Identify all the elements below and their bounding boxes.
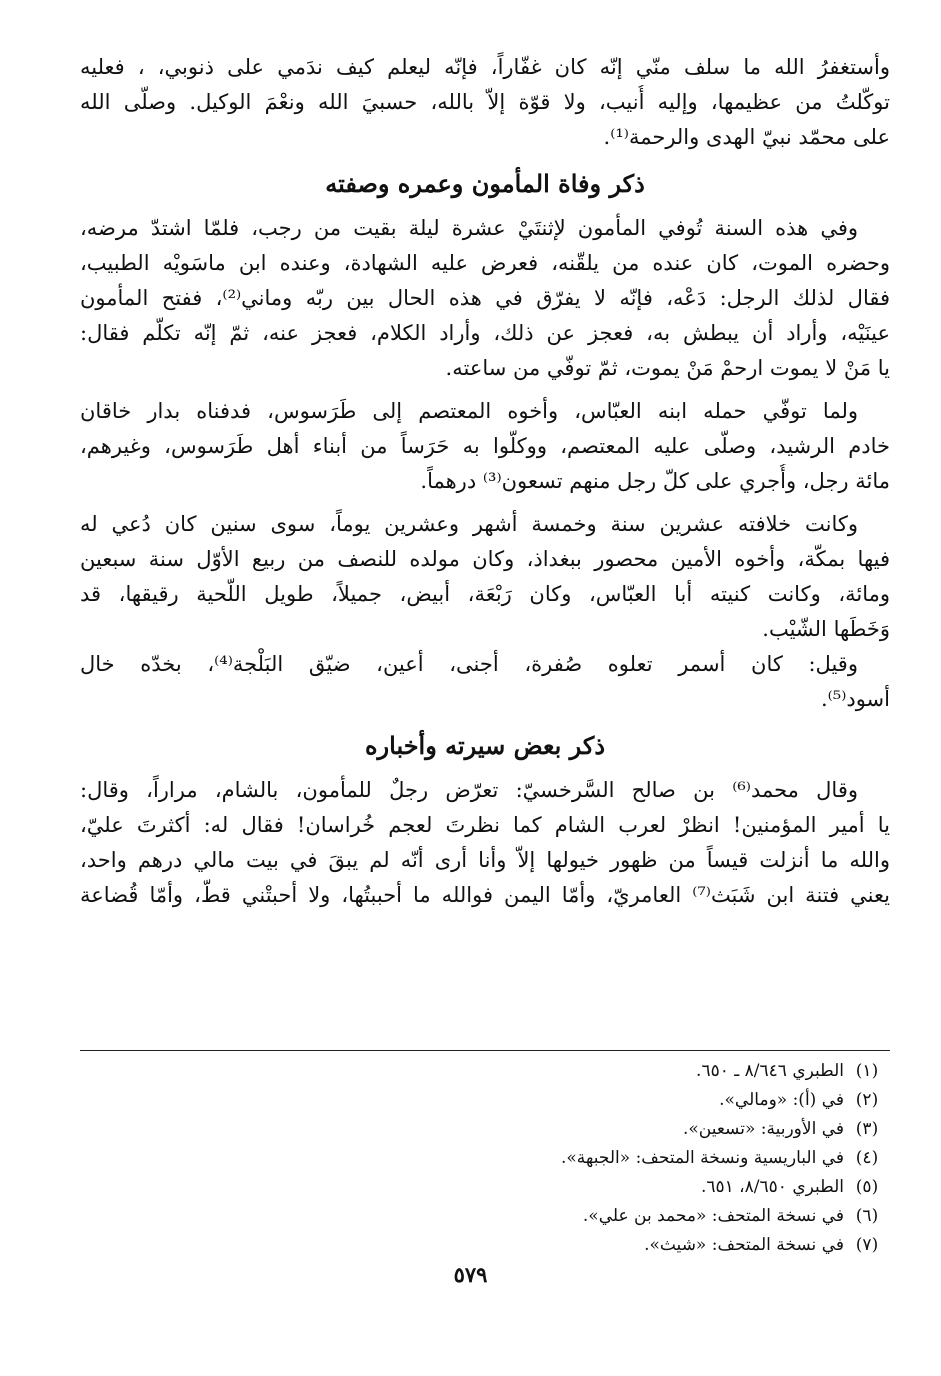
text-line: يعني فتنة ابن شَبَث⁽⁷⁾ العامريّ، وأمّا اليمن فوالله ما أحببتُها، ولا أحبتْني قطّ، وأمّا قُضاعة: [80, 883, 890, 907]
text-line: يا أمير المؤمنين! انظرْ لعرب الشام كما نظرتَ لعجم خُراسان! فقال له: أكثرتَ عليّ،: [80, 813, 890, 837]
paragraph-3: [80, 394, 890, 499]
text-line: مائة رجل، وأُجري على كلّ رجل منهم تسعون⁽³⁾ درهماً.: [420, 469, 890, 493]
footnote-text: في نسخة المتحف: «محمد بن علي».: [582, 1206, 844, 1226]
text-line: على محمّد نبيّ الهدى والرحمة⁽¹⁾.: [603, 125, 890, 149]
text-line: والله ما أنزلت قيساً من ظهور خيولها إلاّ وأنا أرى أنّه لم يبقَ في بيت مالي درهم واحد،: [80, 848, 890, 872]
text-line: يا مَنْ لا يموت ارحمْ مَنْ يموت، ثمّ توفّي من ساعته.: [445, 356, 890, 380]
footnote-item: [80, 1144, 890, 1173]
footnote-text: في الأوربية: «تسعين».: [682, 1119, 844, 1139]
text-line: وقيل: كان أسمر تعلوه صُفرة، أجنى، أعين، ضيّق البَلْجة⁽⁴⁾، بخدّه خال: [80, 652, 858, 676]
main-text: [80, 50, 890, 913]
footnote-number: (٢): [855, 1090, 879, 1110]
text-line: توكّلتُ من عظيمها، وإليه أُنيب، ولا قوّة إلاّ بالله، حسبيَ الله ونعْمَ الوكيل. وصلّى الله: [80, 90, 890, 114]
text-line: وحضره الموت، كان عنده من يلقّنه، فعرض عليه الشهادة، وعنده ابن ماسَويْه الطبيب،: [80, 251, 890, 275]
paragraph-1: [80, 50, 890, 155]
section-heading-biography: ذكر بعض سيرته وأخباره: [364, 731, 606, 760]
page-number: ٥٧٩: [453, 1262, 488, 1287]
footnote-number: (٥): [855, 1177, 879, 1197]
text-line: وقال محمد⁽⁶⁾ بن صالح السَّرخسيّ: تعرّض رجلٌ للمأمون، بالشام، مراراً، وقال:: [80, 778, 858, 802]
section-heading-death: ذكر وفاة المأمون وعمره وصفته: [325, 169, 645, 198]
footnote-item: [80, 1115, 890, 1144]
footnotes: [80, 1050, 890, 1260]
text-line: ولما توفّي حمله ابنه العبّاس، وأخوه المعتصم إلى طَرَسوس، فدفناه بدار خاقان: [80, 399, 858, 423]
text-line: فقال لذلك الرجل: دَعْه، فإنّه لا يفرّق في هذه الحال بين ربّه وماني⁽²⁾، ففتح المأمون: [80, 286, 890, 310]
text-line: وأستغفرُ الله ما سلف منّي إنّه كان غفّاراً، فإنّه ليعلم كيف ندَمي على ذنوبي، ، فعليه: [80, 55, 890, 79]
footnote-item: [80, 1086, 890, 1115]
paragraph-4: [80, 507, 890, 647]
text-line: وكانت خلافته عشرين سنة وخمسة أشهر وعشرين يوماً، سوى سنين كان دُعي له: [80, 512, 858, 536]
paragraph-2: [80, 211, 890, 386]
footnote-item: [80, 1202, 890, 1231]
text-line: أسود⁽⁵⁾.: [820, 687, 890, 711]
paragraph-5: [80, 647, 890, 717]
text-line: وفي هذه السنة تُوفي المأمون لإثنتَيْ عشرة ليلة بقيت من رجب، فلمّا اشتدّ مرضه،: [80, 216, 858, 240]
footnote-item: [80, 1231, 890, 1260]
footnote-number: (١): [855, 1061, 879, 1081]
footnote-text: في نسخة المتحف: «شيث».: [644, 1235, 844, 1255]
footnote-text: الطبري ٨/٦٥٠، ٦٥١.: [700, 1177, 844, 1197]
footnote-text: في (أ): «ومالي».: [719, 1090, 844, 1110]
footnote-item: [80, 1173, 890, 1202]
text-line: ومائة، وكانت كنيته أبا العبّاس، وكان رَبْعَة، أبيض، جميلاً، طويل اللّحية رقيقها، قد: [80, 582, 890, 606]
text-line: خادم الرشيد، وصلّى عليه المعتصم، ووكلّوا به حَرَساً من أبناء أهل طَرَسوس، وغيرهم،: [80, 434, 890, 458]
footnote-number: (٦): [855, 1206, 879, 1226]
footnote-number: (٧): [855, 1235, 879, 1255]
footnote-text: في الباريسية ونسخة المتحف: «الجبهة».: [561, 1148, 844, 1168]
footnote-item: [80, 1057, 890, 1086]
text-line: فيها بمكّة، وأخوه الأمين محصور ببغداذ، وكان مولده للنصف من ربيع الأوّل سنة سبعين: [80, 547, 890, 571]
text-line: عينَيْه، وأراد أن يبطش به، فعجز عن ذلك، وأراد الكلام، فعجز عنه، ثمّ إنّه تكلّم فقال:: [80, 321, 890, 345]
footnote-number: (٤): [855, 1148, 879, 1168]
footnote-number: (٣): [855, 1119, 879, 1139]
text-line: وَخَطَها الشّيْب.: [762, 617, 890, 641]
footnote-text: الطبري ٨/٦٤٦ ـ ٦٥٠.: [696, 1061, 844, 1081]
paragraph-6: [80, 773, 890, 913]
